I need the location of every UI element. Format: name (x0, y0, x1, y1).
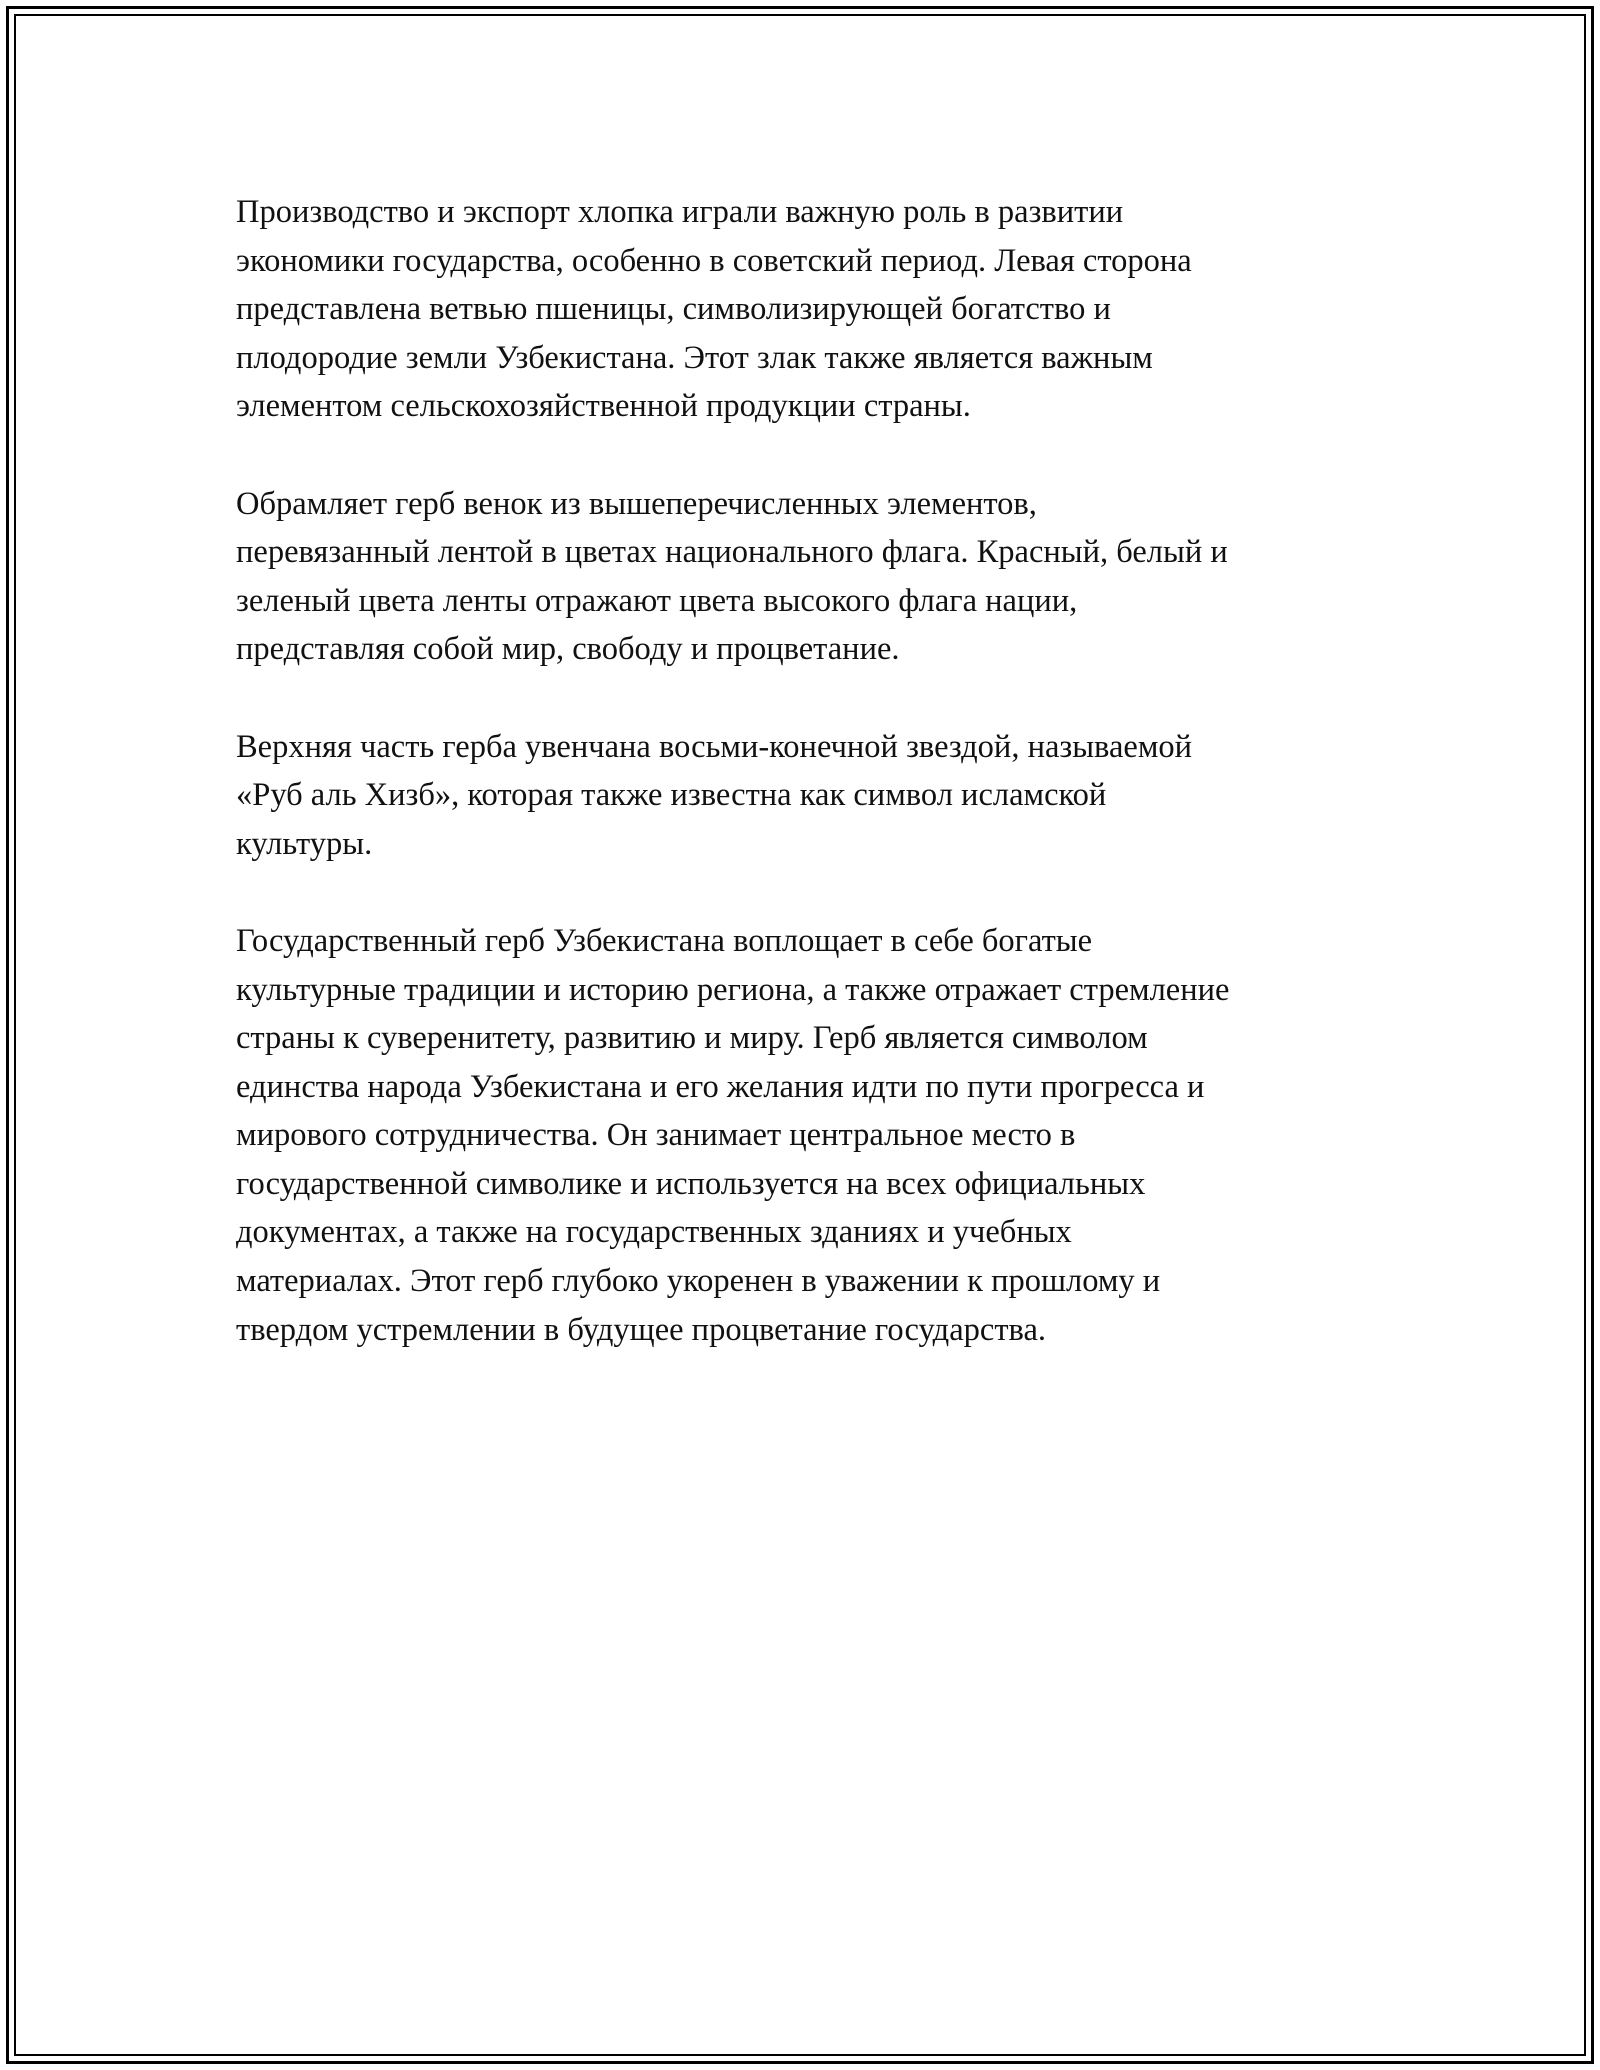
text-line: Производство и экспорт хлопка играли важную роль в развитии (236, 194, 1124, 230)
text-line: перевязанный лентой в цветах национального флага. Красный, белый и (236, 534, 1228, 571)
text-line: единства народа Узбекистана и его желания идти по пути прогресса и (236, 1068, 1205, 1105)
text-line: Верхняя часть герба увенчана восьми-конечной звездой, называемой (236, 728, 1193, 765)
text-line: культурные традиции и историю региона, а также отражает стремление (236, 971, 1230, 1008)
text-line: элементом сельскохозяйственной продукции страны. (236, 388, 971, 425)
paragraph-2 (236, 480, 1386, 674)
paragraph-3 (236, 723, 1386, 869)
text-line: представлена ветвью пшеницы, символизирующей богатство и (236, 291, 1111, 328)
text-line: твердом устремлении в будущее процветание государства. (236, 1311, 1046, 1348)
text-line: Обрамляет герб венок из вышеперечисленных элементов, (236, 485, 1037, 522)
text-line: зеленый цвета ленты отражают цвета высокого флага нации, (236, 582, 1078, 619)
text-line: страны к суверенитету, развитию и миру. Герб является символом (236, 1020, 1148, 1057)
text-line: Государственный герб Узбекистана воплощает в себе богатые (236, 922, 1093, 959)
text-line: «Руб аль Хизб», которая также известна как символ исламской (236, 777, 1107, 814)
text-line: документах, а также на государственных зданиях и учебных (236, 1214, 1072, 1251)
text-line: экономики государства, особенно в советский период. Левая сторона (236, 242, 1192, 279)
text-line: плодородие земли Узбекистана. Этот злак также является важным (236, 339, 1153, 376)
paragraph-1 (236, 188, 1386, 431)
text-line: мирового сотрудничества. Он занимает центральное место в (236, 1117, 1076, 1154)
text-line: представляя собой мир, свободу и процветание. (236, 631, 900, 668)
text-line: государственной символике и используется на всех официальных (236, 1165, 1146, 1202)
paragraph-4 (236, 917, 1386, 1354)
document-body (236, 188, 1386, 1403)
text-line: материалах. Этот герб глубоко укоренен в уважении к прошлому и (236, 1263, 1161, 1300)
text-line: культуры. (236, 825, 373, 862)
